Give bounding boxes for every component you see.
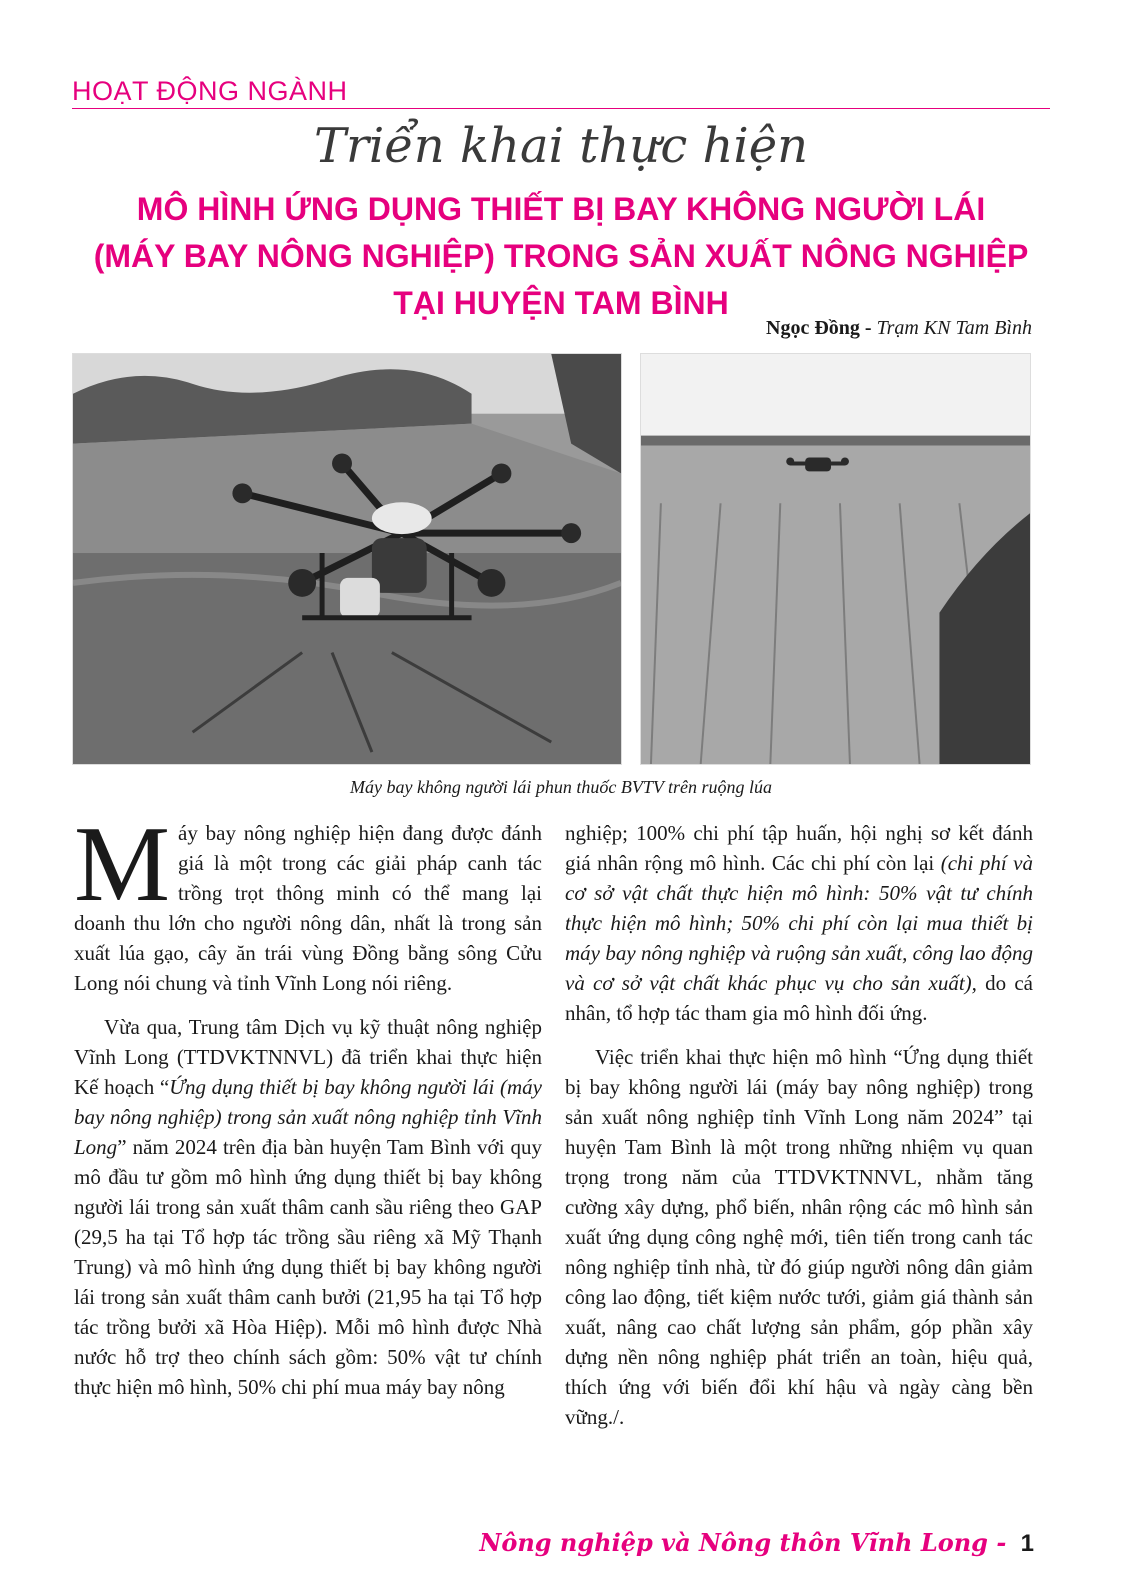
paragraph-text: ” năm 2024 trên địa bàn huyện Tam Bình với quy mô đầu tư gồm mô hình ứng dụng thiết bị bay không người lái trong sản xuất thâm canh sầu riêng theo GAP (29,5 ha tại Tổ hợp tác trồng sầu riêng xã Mỹ Thạnh Trung) và mô hình ứng dụng thiết bị bay không người lái trong sản xuất thâm canh bưởi (21,95 ha tại Tổ hợp tác trồng bưởi xã Hòa Hiệp). Mỗi mô hình được Nhà nước hỗ trợ theo chính sách gồm: 50% vật tư chính thực hiện mô hình, 50% chi phí mua máy bay nông — [74, 1135, 542, 1399]
magazine-name: Nông nghiệp và Nông thôn Vĩnh Long — [479, 1528, 988, 1557]
paragraph-text: Vừa qua, Trung tâm Dịch vụ kỹ thuật nông nghiệp Vĩnh Long (TTDVKTNNVL) đã triển khai thực hiện Kế hoạch “ — [74, 1015, 542, 1099]
title-line: (MÁY BAY NÔNG NGHIỆP) TRONG SẢN XUẤT NÔNG NGHIỆP — [93, 238, 1029, 274]
paragraph-text: do cá nhân, tổ hợp tác tham gia mô hình đối ứng. — [565, 971, 1033, 1025]
photo-drone-on-ground — [72, 353, 622, 765]
author-organization: Trạm KN Tam Bình — [876, 317, 1032, 339]
page-number: 1 — [1020, 1530, 1034, 1557]
byline-separator: - — [859, 317, 877, 339]
section-divider — [72, 108, 1050, 109]
byline — [766, 317, 1032, 340]
paragraph-text: áy bay nông nghiệp hiện đang được đánh giá là một trong các giải pháp canh tác trồng trọt thông minh có thể mang lại doanh thu lớn cho người nông dân, nhất là trong sản xuất lúa gạo, cây ăn trái vùng Đồng bằng sông Cửu Long nói chung và tỉnh Vĩnh Long nói riêng. — [74, 821, 542, 995]
title-line: MÔ HÌNH ỨNG DỤNG THIẾT BỊ BAY KHÔNG NGƯỜI LÁI — [136, 191, 986, 227]
section-tag: HOẠT ĐỘNG NGÀNH — [72, 76, 348, 106]
article-column-right — [565, 818, 1033, 1432]
page-footer — [479, 1528, 1034, 1558]
drone-photo-illustration — [73, 354, 621, 764]
paragraph-text: nghiệp; 100% chi phí tập huấn, hội nghị sơ kết đánh giá nhân rộng mô hình. Các chi phí còn lại — [565, 821, 1033, 875]
paragraph — [74, 1012, 542, 1402]
article-title — [60, 186, 1062, 327]
title-script: Triển khai thực hiện — [313, 118, 809, 174]
field-photo-illustration — [641, 354, 1030, 764]
paragraph: Việc triển khai thực hiện mô hình “Ứng dụng thiết bị bay không người lái (máy bay nông nghiệp) trong sản xuất nông nghiệp tỉnh Vĩnh Long năm 2024” tại huyện Tam Bình là một trong những nhiệm vụ quan trọng trong năm của TTDVKTNNVL, nhằm tăng cường xây dựng, phổ biến, nhân rộng các mô hình sản xuất ứng dụng công nghệ mới, tiên tiến trong canh tác nông nghiệp tỉnh nhà, từ đó giúp người nông dân giảm công lao động, tiết kiệm nước tưới, giảm giá thành sản xuất, nâng cao chất lượng sản phẩm, góp phần xây dựng nền nông nghiệp phát triển an toàn, hiệu quả, thích ứng với biến đổi khí hậu và ngày càng bền vững./. — [565, 1045, 1033, 1429]
title-line: TẠI HUYỆN TAM BÌNH — [393, 285, 729, 321]
photo-caption: Máy bay không người lái phun thuốc BVTV trên ruộng lúa — [349, 777, 773, 797]
paragraph — [74, 805, 542, 998]
dropcap: M — [74, 805, 171, 924]
article-column-left — [74, 805, 542, 1402]
footer-separator: - — [987, 1528, 1015, 1557]
paragraph — [565, 818, 1033, 1028]
paragraph-italic: (chi phí và cơ sở vật chất thực hiện mô hình: 50% vật tư chính thực hiện mô hình; 50% chi phí còn lại mua thiết bị máy bay nông nghiệp và ruộng sản xuất, công lao động và cơ sở vật chất khác phục vụ cho sản xuất), — [565, 851, 1033, 995]
photo-drone-over-field — [640, 353, 1031, 765]
author-name: Ngọc Đồng — [766, 317, 860, 339]
plan-name: Ứng dụng thiết bị bay không người lái (máy bay nông nghiệp) trong sản xuất nông nghiệp tỉnh Vĩnh Long — [74, 1075, 542, 1159]
